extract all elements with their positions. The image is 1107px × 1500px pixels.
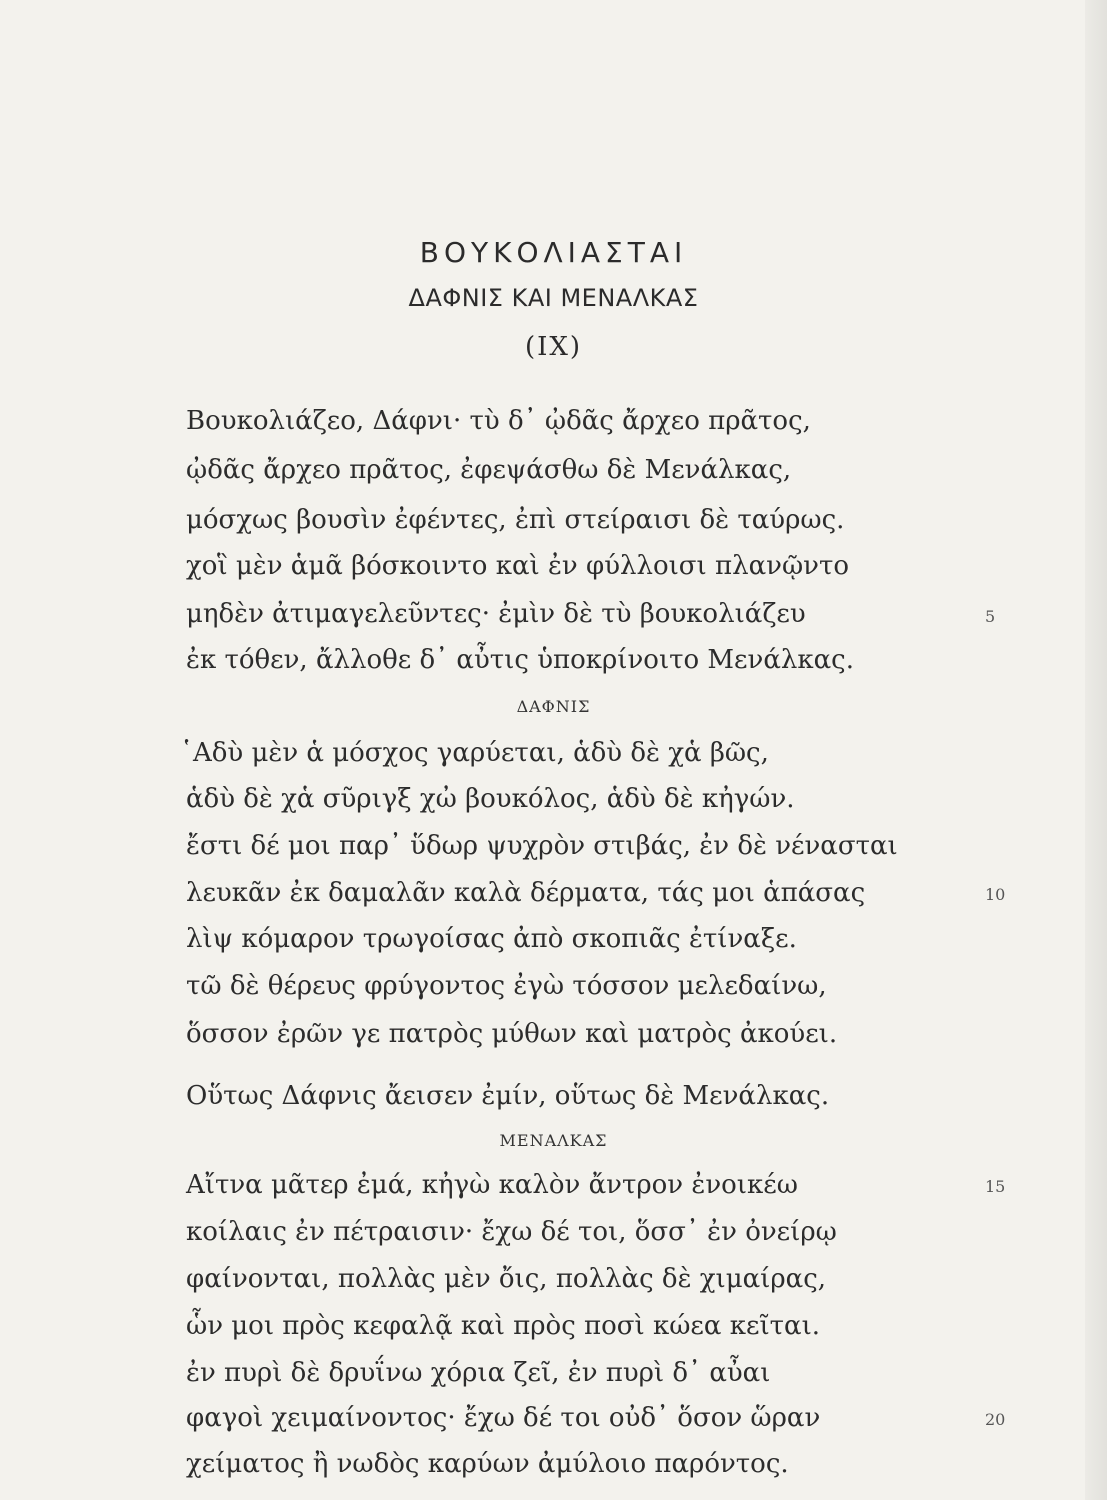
verse-line: ἐκ τόθεν, ἄλλοθε δ᾽ αὖτις ὑποκρίνοιτο Μενάλκας. [186, 645, 855, 675]
poem-title: ΒΟΥΚΟΛΙΑΣΤΑΙ [419, 236, 688, 269]
line-number: 20 [985, 1410, 1006, 1429]
verse-line: χοἳ μὲν ἁμᾶ βόσκοιντο καὶ ἐν φύλλοισι πλανῷντο [186, 551, 849, 581]
verse-line: ἁδὺ δὲ χἁ σῦριγξ χὠ βουκόλος, ἁδὺ δὲ κἠγών. [186, 784, 795, 814]
line-number: 10 [985, 885, 1006, 904]
verse-line: ᾠδᾶς ἄρχεο πρᾶτος, ἐφεψάσθω δὲ Μενάλκας, [186, 455, 792, 485]
verse-line: τῶ δὲ θέρευς φρύγοντος ἐγὼ τόσσον μελεδαίνω, [186, 971, 827, 1001]
verse-line: μηδὲν ἀτιμαγελεῦντες· ἐμὶν δὲ τὺ βουκολιάζευ [186, 599, 806, 629]
line-number: 5 [985, 607, 996, 626]
verse-line: ἔστι δέ μοι παρ᾽ ὕδωρ ψυχρὸν στιβάς, ἐν δὲ νένασται [186, 831, 898, 861]
verse-line: χείματος ἢ νωδὸς καρύων ἀμύλοιο παρόντος. [186, 1449, 789, 1479]
verse-line: ὅσσον ἐρῶν γε πατρὸς μύθων καὶ ματρὸς ἀκούει. [186, 1019, 838, 1049]
verse-line: λὶψ κόμαρον τρωγοίσας ἀπὸ σκοπιᾶς ἐτίναξε. [186, 924, 797, 954]
speaker-label-daphnis: ΔΑΦΝΙΣ [516, 697, 591, 716]
verse-line: λευκᾶν ἐκ δαμαλᾶν καλὰ δέρματα, τάς μοι ἁπάσας [186, 878, 866, 908]
verse-line: Αἴτνα μᾶτερ ἐμά, κἠγὼ καλὸν ἄντρον ἐνοικέω [186, 1170, 798, 1200]
verse-line: κοίλαις ἐν πέτραισιν· ἔχω δέ τοι, ὅσσ᾽ ἐν ὀνείρῳ [186, 1217, 837, 1247]
verse-line: ἐν πυρὶ δὲ δρυΐνω χόρια ζεῖ, ἐν πυρὶ δ᾽ αὖαι [186, 1358, 771, 1388]
verse-line: μόσχως βουσὶν ἐφέντες, ἐπὶ στείραισι δὲ ταύρως. [186, 505, 845, 535]
poem-number: (IX) [524, 332, 583, 362]
verse-line: ὧν μοι πρὸς κεφαλᾷ καὶ πρὸς ποσὶ κώεα κεῖται. [186, 1311, 821, 1341]
speaker-label-menalkas: ΜΕΝΑΛΚΑΣ [499, 1131, 608, 1150]
verse-line: φαγοὶ χειμαίνοντος· ἔχω δέ τοι οὐδ᾽ ὅσον ὥραν [186, 1403, 821, 1433]
page-edge [1085, 0, 1107, 1500]
interlude-line: Οὕτως Δάφνις ἄεισεν ἐμίν, οὕτως δὲ Μενάλκας. [186, 1081, 830, 1111]
poem-subtitle: ΔΑΦΝΙΣ ΚΑΙ ΜΕΝΑΛΚΑΣ [408, 284, 699, 312]
line-number: 15 [985, 1177, 1006, 1196]
verse-line: Βουκολιάζεο, Δάφνι· τὺ δ᾽ ᾠδᾶς ἄρχεο πρᾶτος, [186, 406, 811, 436]
verse-line: φαίνονται, πολλὰς μὲν ὄις, πολλὰς δὲ χιμαίρας, [186, 1264, 827, 1294]
verse-line: ῾Αδὺ μὲν ἁ μόσχος γαρύεται, ἁδὺ δὲ χἁ βῶς, [180, 738, 769, 768]
